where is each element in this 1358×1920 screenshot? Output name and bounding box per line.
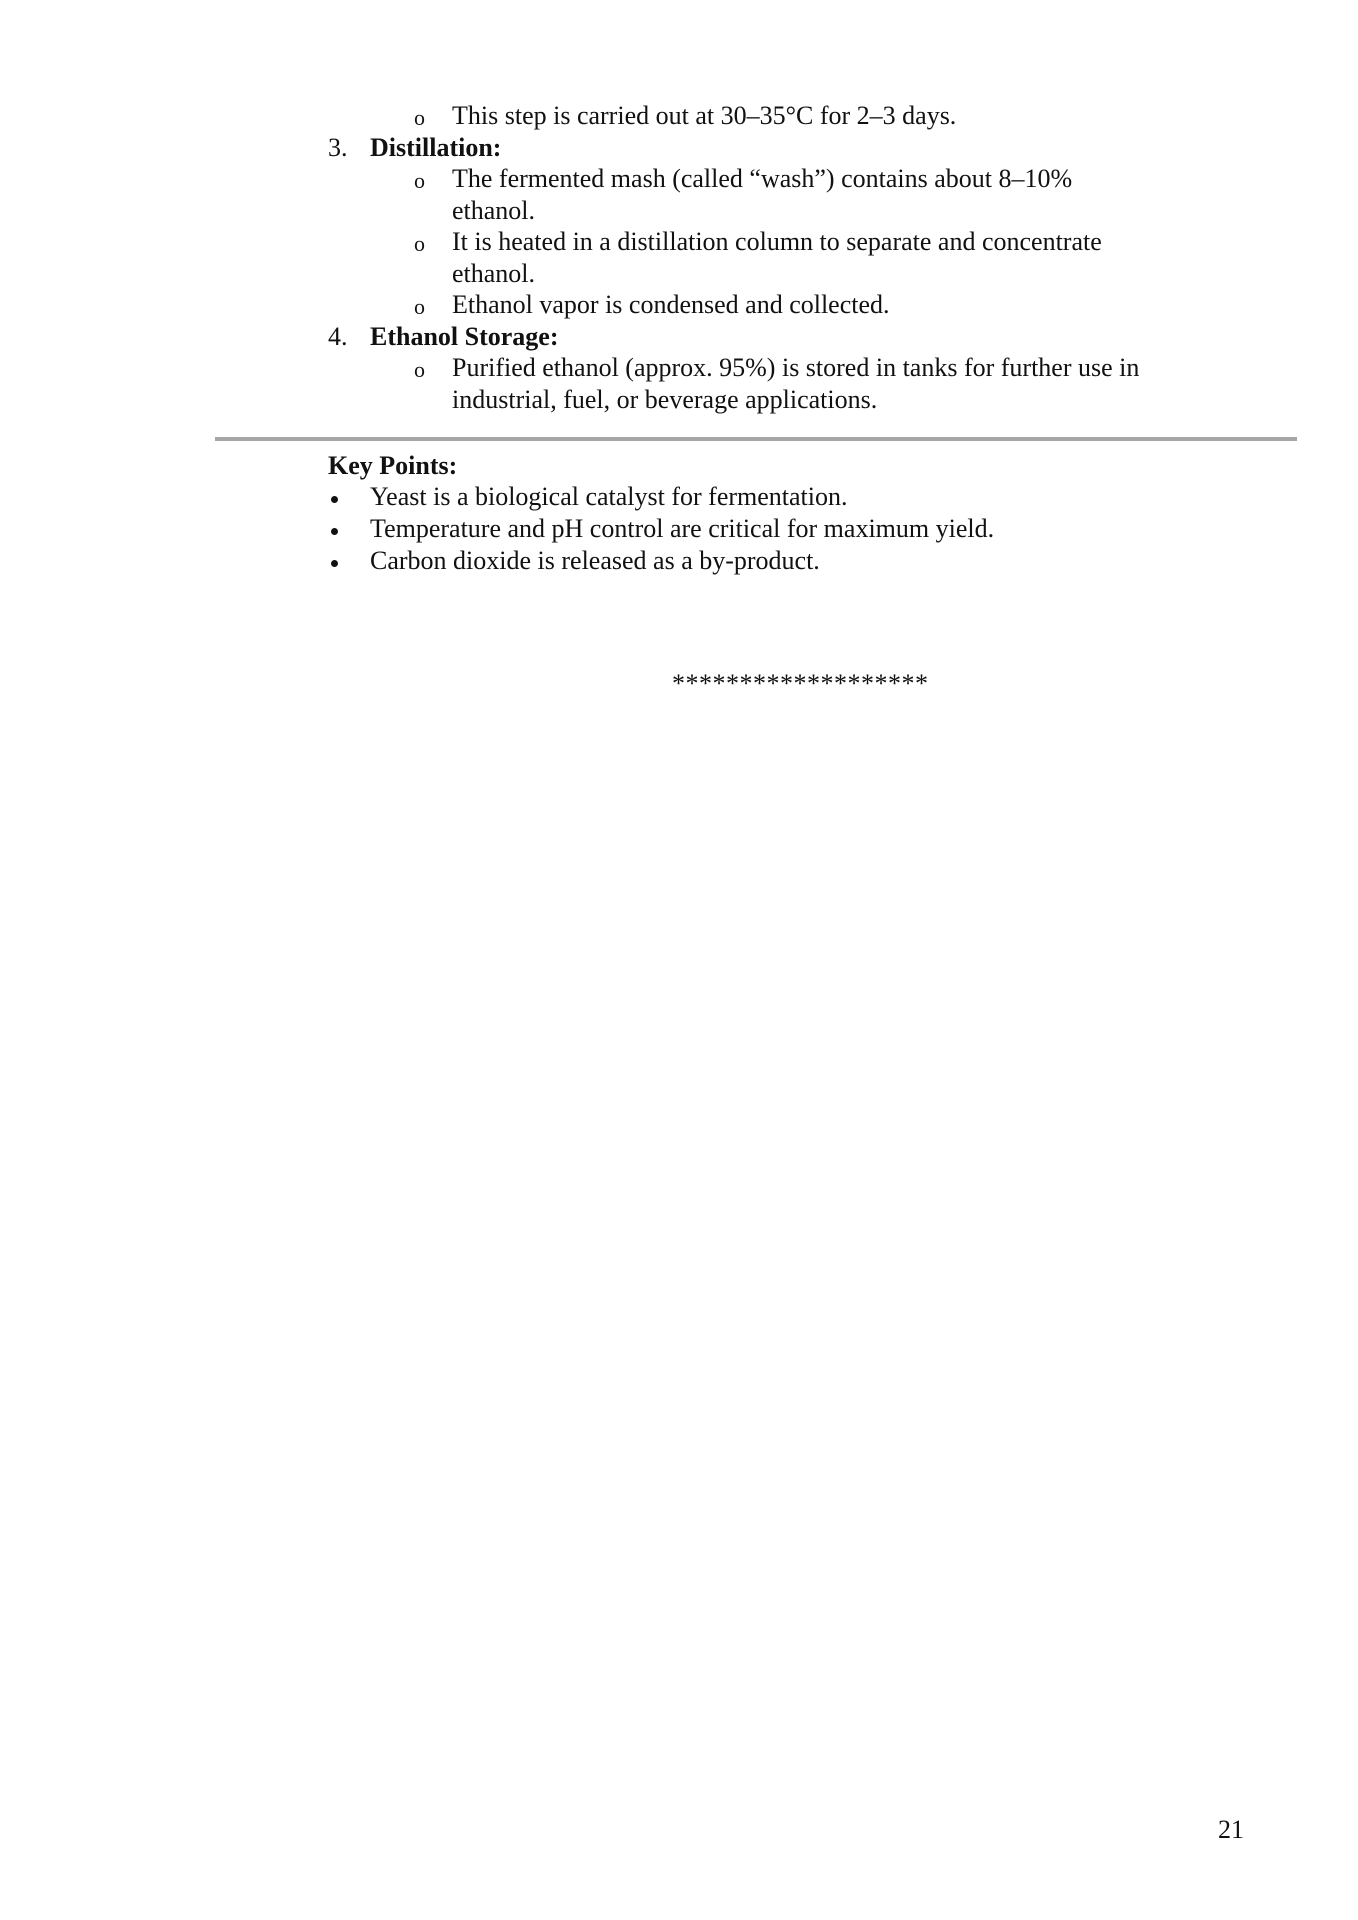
step-title-ethanol-storage: Ethanol Storage:	[370, 322, 559, 351]
sub-item-text: Purified ethanol (approx. 95%) is stored in tanks for further use in	[452, 353, 1140, 382]
sub-bullet-marker: o	[414, 231, 425, 256]
bullet-dot-icon	[331, 528, 338, 535]
key-point-item: Yeast is a biological catalyst for fermentation.	[370, 482, 848, 511]
sub-item-text: The fermented mash (called “wash”) contains about 8–10%	[452, 164, 1073, 193]
step-number: 4.	[328, 322, 348, 351]
sub-bullet-marker: o	[414, 168, 425, 193]
step-number: 3.	[328, 133, 348, 162]
sub-item-text: It is heated in a distillation column to separate and concentrate	[452, 227, 1102, 256]
bullet-dot-icon	[331, 496, 338, 503]
section-separator: *******************	[672, 669, 929, 698]
sub-item-text: ethanol.	[452, 196, 536, 225]
sub-item-text: This step is carried out at 30–35°C for 2–3 days.	[452, 101, 957, 130]
bullet-dot-icon	[331, 560, 338, 567]
sub-bullet-marker: o	[414, 105, 425, 130]
horizontal-divider	[215, 437, 1297, 441]
sub-bullet-marker: o	[414, 294, 425, 319]
key-point-item: Temperature and pH control are critical for maximum yield.	[370, 514, 995, 543]
sub-item-text: industrial, fuel, or beverage applications.	[452, 385, 878, 414]
page-number: 21	[1218, 1815, 1244, 1844]
sub-bullet-marker: o	[414, 357, 425, 382]
sub-item-text: ethanol.	[452, 259, 536, 288]
key-points-heading: Key Points:	[328, 451, 458, 480]
step-title-distillation: Distillation:	[370, 133, 502, 162]
sub-item-text: Ethanol vapor is condensed and collected.	[452, 290, 890, 319]
key-point-item: Carbon dioxide is released as a by-product.	[370, 546, 820, 575]
